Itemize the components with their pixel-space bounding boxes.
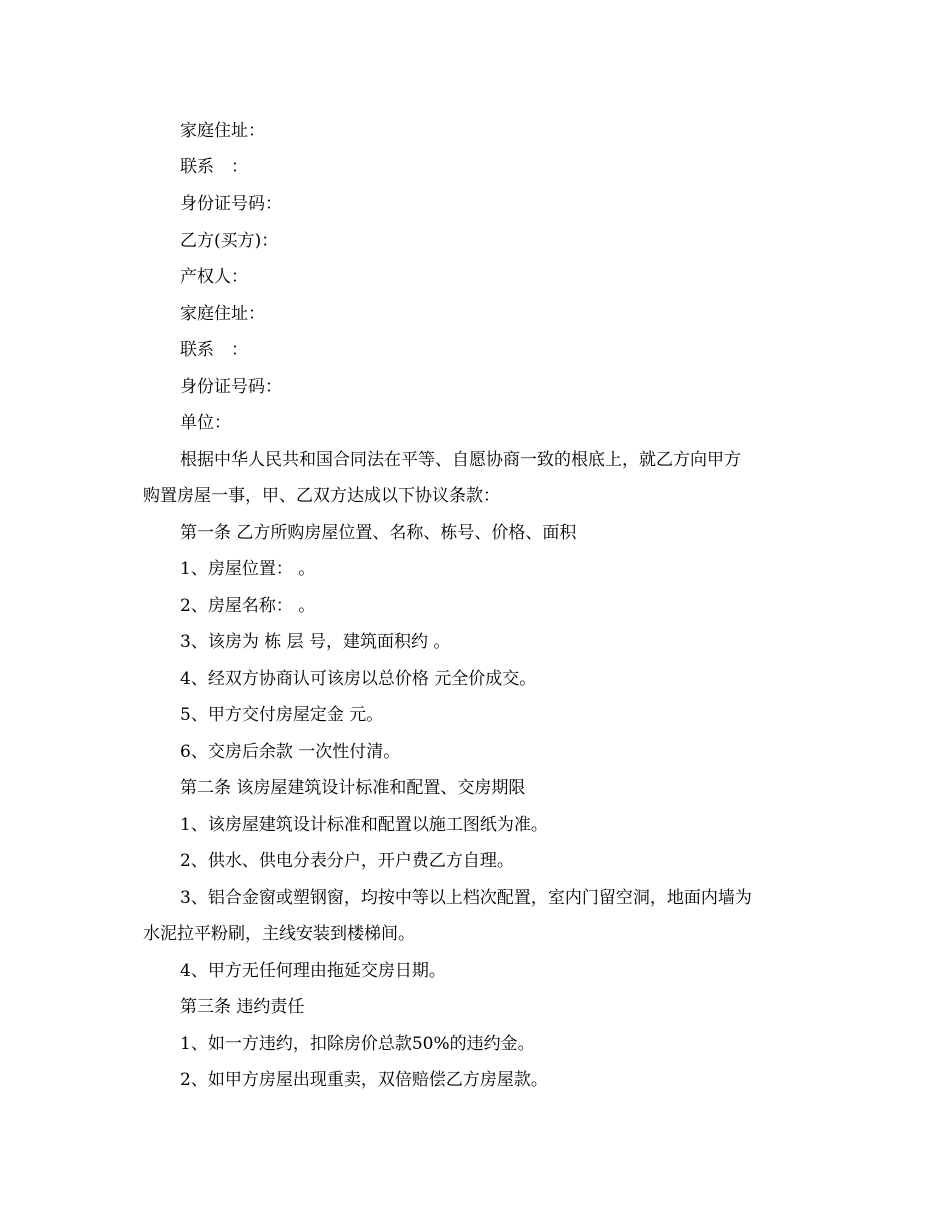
article-1-item-6: 6、交房后余款 一次性付清。 [180, 742, 401, 762]
article-1-item-5: 5、甲方交付房屋定金 元。 [180, 705, 384, 725]
article-2-item-1: 1、该房屋建筑设计标准和配置以施工图纸为准。 [180, 815, 548, 835]
contact-label: 联系 ： [180, 157, 248, 177]
article-2-item-4: 4、甲方无任何理由拖延交房日期。 [180, 961, 446, 981]
article-1-item-1: 1、房屋位置： 。 [180, 559, 316, 579]
id-number-label-2: 身份证号码： [180, 377, 282, 397]
preamble-line-1: 根据中华人民共和国合同法在平等、自愿协商一致的根底上，就乙方向甲方 [180, 450, 741, 470]
article-2-heading: 第二条 该房屋建筑设计标准和配置、交房期限 [180, 778, 526, 798]
article-3-heading: 第三条 违约责任 [180, 997, 305, 1017]
article-1-heading: 第一条 乙方所购房屋位置、名称、栋号、价格、面积 [180, 523, 577, 543]
property-owner-label: 产权人： [180, 267, 248, 287]
article-2-item-2: 2、供水、供电分表分户，开户费乙方自理。 [180, 851, 514, 871]
article-3-item-1: 1、如一方违约，扣除房价总款50%的违约金。 [180, 1034, 535, 1054]
work-unit-label: 单位： [180, 413, 231, 433]
article-2-item-3-line-1: 3、铝合金窗或塑钢窗，均按中等以上档次配置，室内门留空洞，地面内墙为 [180, 888, 752, 908]
contact-label-2: 联系 ： [180, 340, 248, 360]
article-2-item-3-line-2: 水泥拉平粉刷，主线安装到楼梯间。 [143, 924, 415, 944]
id-number-label: 身份证号码： [180, 194, 282, 214]
preamble-line-2: 购置房屋一事，甲、乙双方达成以下协议条款： [143, 486, 500, 506]
article-1-item-4: 4、经双方协商认可该房以总价格 元全价成交。 [180, 669, 537, 689]
article-3-item-2: 2、如甲方房屋出现重卖，双倍赔偿乙方房屋款。 [180, 1070, 548, 1090]
buyer-home-address-label: 家庭住址： [180, 121, 265, 141]
home-address-label: 家庭住址： [180, 304, 265, 324]
article-1-item-3: 3、该房为 栋 层 号，建筑面积约 。 [180, 632, 451, 652]
party-b-heading: 乙方(买方)： [180, 231, 279, 251]
article-1-item-2: 2、房屋名称： 。 [180, 596, 316, 616]
